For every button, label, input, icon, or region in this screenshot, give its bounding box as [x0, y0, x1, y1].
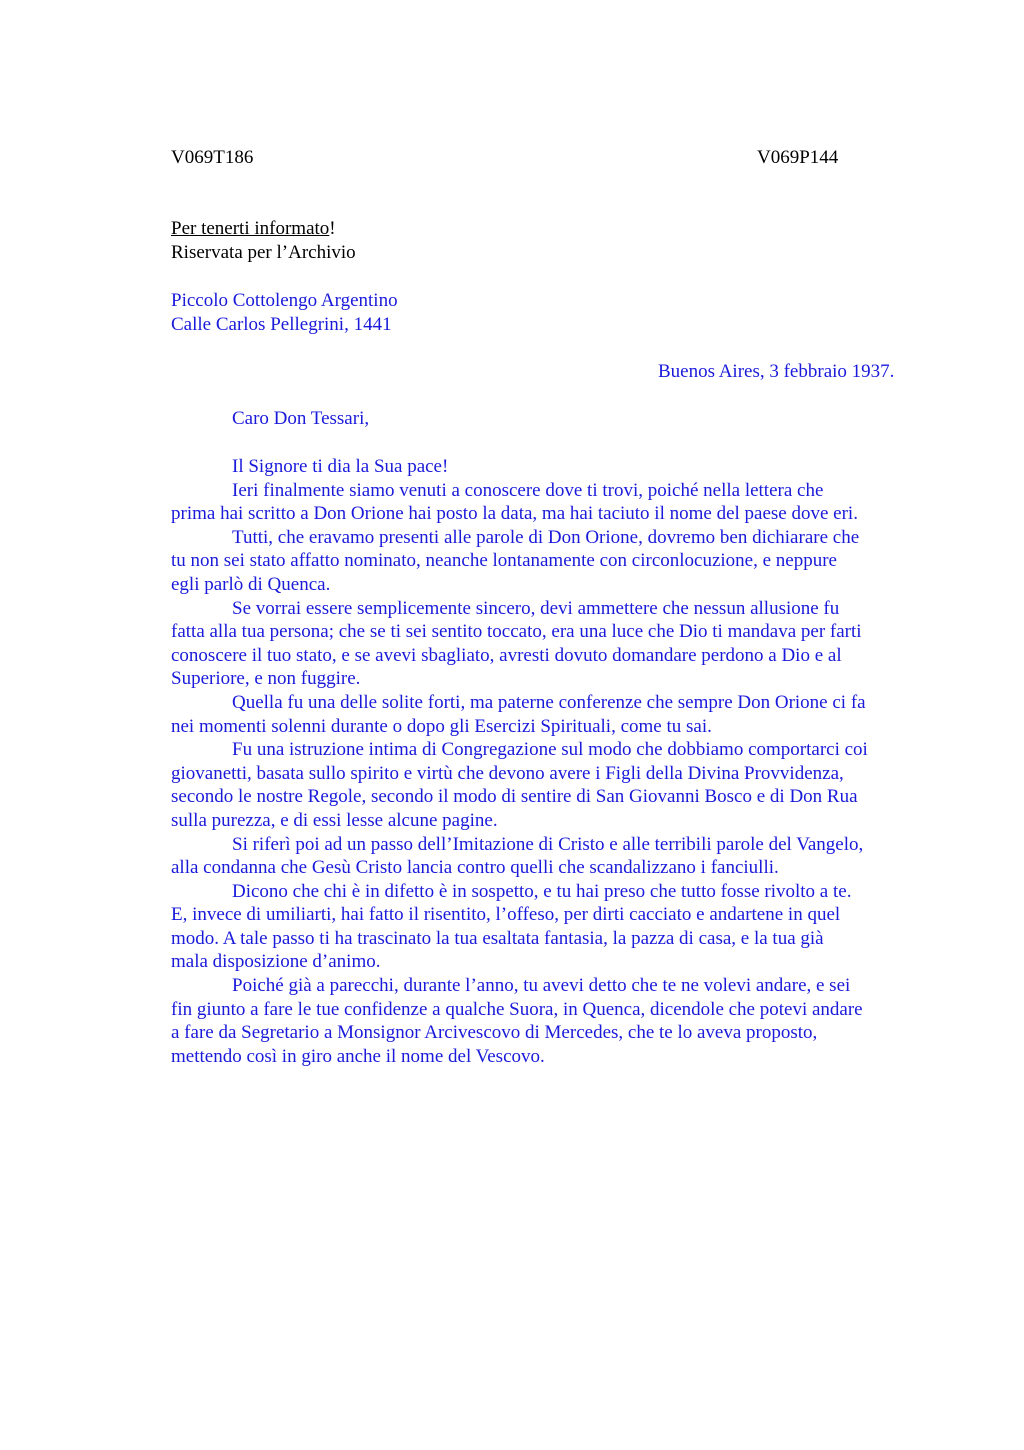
body-line: Si riferì poi ad un passo dell’Imitazione di Cristo e alle terribili parole del Vangelo,: [232, 833, 864, 855]
body-line: Ieri finalmente siamo venuti a conoscere dove ti trovi, poiché nella lettera che: [232, 479, 824, 501]
body-line: Il Signore ti dia la Sua pace!: [232, 456, 449, 477]
body-line: Quella fu una delle solite forti, ma paterne conferenze che sempre Don Orione ci fa: [232, 691, 866, 713]
reference-code-right: V069P144: [757, 147, 839, 168]
body-line: Tutti, che eravamo presenti alle parole di Don Orione, dovremo ben dichiarare che: [232, 526, 860, 548]
body-line: modo. A tale passo ti ha trascinato la tua esaltata fantasia, la pazza di casa, e la tua già: [171, 927, 824, 949]
archive-note: Riservata per l’Archivio: [171, 242, 356, 263]
body-line: giovanetti, basata sullo spirito e virtù che devono avere i Figli della Divina Provvidenza,: [171, 762, 844, 784]
body-line: conoscere il tuo stato, e se avevi sbagliato, avresti dovuto domandare perdono a Dio e al: [171, 644, 842, 666]
body-line: Se vorrai essere semplicemente sincero, devi ammettere che nessun allusione fu: [232, 597, 840, 619]
body-line: secondo le nostre Regole, secondo il modo di sentire di San Giovanni Bosco e di Don Rua: [171, 786, 858, 808]
body-line: E, invece di umiliarti, hai fatto il risentito, l’offeso, per dirti cacciato e andartene in quel: [171, 904, 841, 926]
info-note: [171, 217, 336, 241]
salutation: Caro Don Tessari,: [232, 408, 370, 429]
info-note-underlined: Per tenerti informato: [171, 218, 330, 239]
body-line: egli parlò di Quenca.: [171, 573, 331, 595]
reference-code-left: V069T186: [171, 147, 254, 168]
body-line: Superiore, e non fuggire.: [171, 668, 361, 690]
body-line: mala disposizione d’animo.: [171, 951, 381, 973]
sender-address-line-1: Piccolo Cottolengo Argentino: [171, 290, 398, 311]
body-line: prima hai scritto a Don Orione hai posto la data, ma hai taciuto il nome del paese dove eri.: [171, 503, 858, 525]
body-line: a fare da Segretario a Monsignor Arcivescovo di Mercedes, che te lo aveva proposto,: [171, 1022, 818, 1044]
sender-address-line-2: Calle Carlos Pellegrini, 1441: [171, 314, 392, 335]
letter-date: Buenos Aires, 3 febbraio 1937.: [658, 361, 895, 382]
body-line: fin giunto a fare le tue confidenze a qualche Suora, in Quenca, dicendole che potevi andare: [171, 998, 863, 1020]
body-line: nei momenti solenni durante o dopo gli Esercizi Spirituali, come tu sai.: [171, 715, 712, 737]
body-line: mettendo così in giro anche il nome del Vescovo.: [171, 1045, 545, 1067]
body-line: Fu una istruzione intima di Congregazione sul modo che dobbiamo comportarci coi: [232, 739, 868, 761]
body-line: sulla purezza, e di essi lesse alcune pagine.: [171, 809, 498, 831]
body-line: Poiché già a parecchi, durante l’anno, tu avevi detto che te ne volevi andare, e sei: [232, 975, 851, 997]
body-line: tu non sei stato affatto nominato, neanche lontanamente con circonlocuzione, e neppure: [171, 550, 837, 572]
body-line: alla condanna che Gesù Cristo lancia contro quelli che scandalizzano i fanciulli.: [171, 857, 779, 879]
body-line: Dicono che chi è in difetto è in sospetto, e tu hai preso che tutto fosse rivolto a te.: [232, 880, 852, 902]
body-line: fatta alla tua persona; che se ti sei sentito toccato, era una luce che Dio ti mandava per farti: [171, 621, 862, 643]
letter-body: [171, 455, 923, 1068]
info-note-exclamation: !: [329, 218, 336, 239]
